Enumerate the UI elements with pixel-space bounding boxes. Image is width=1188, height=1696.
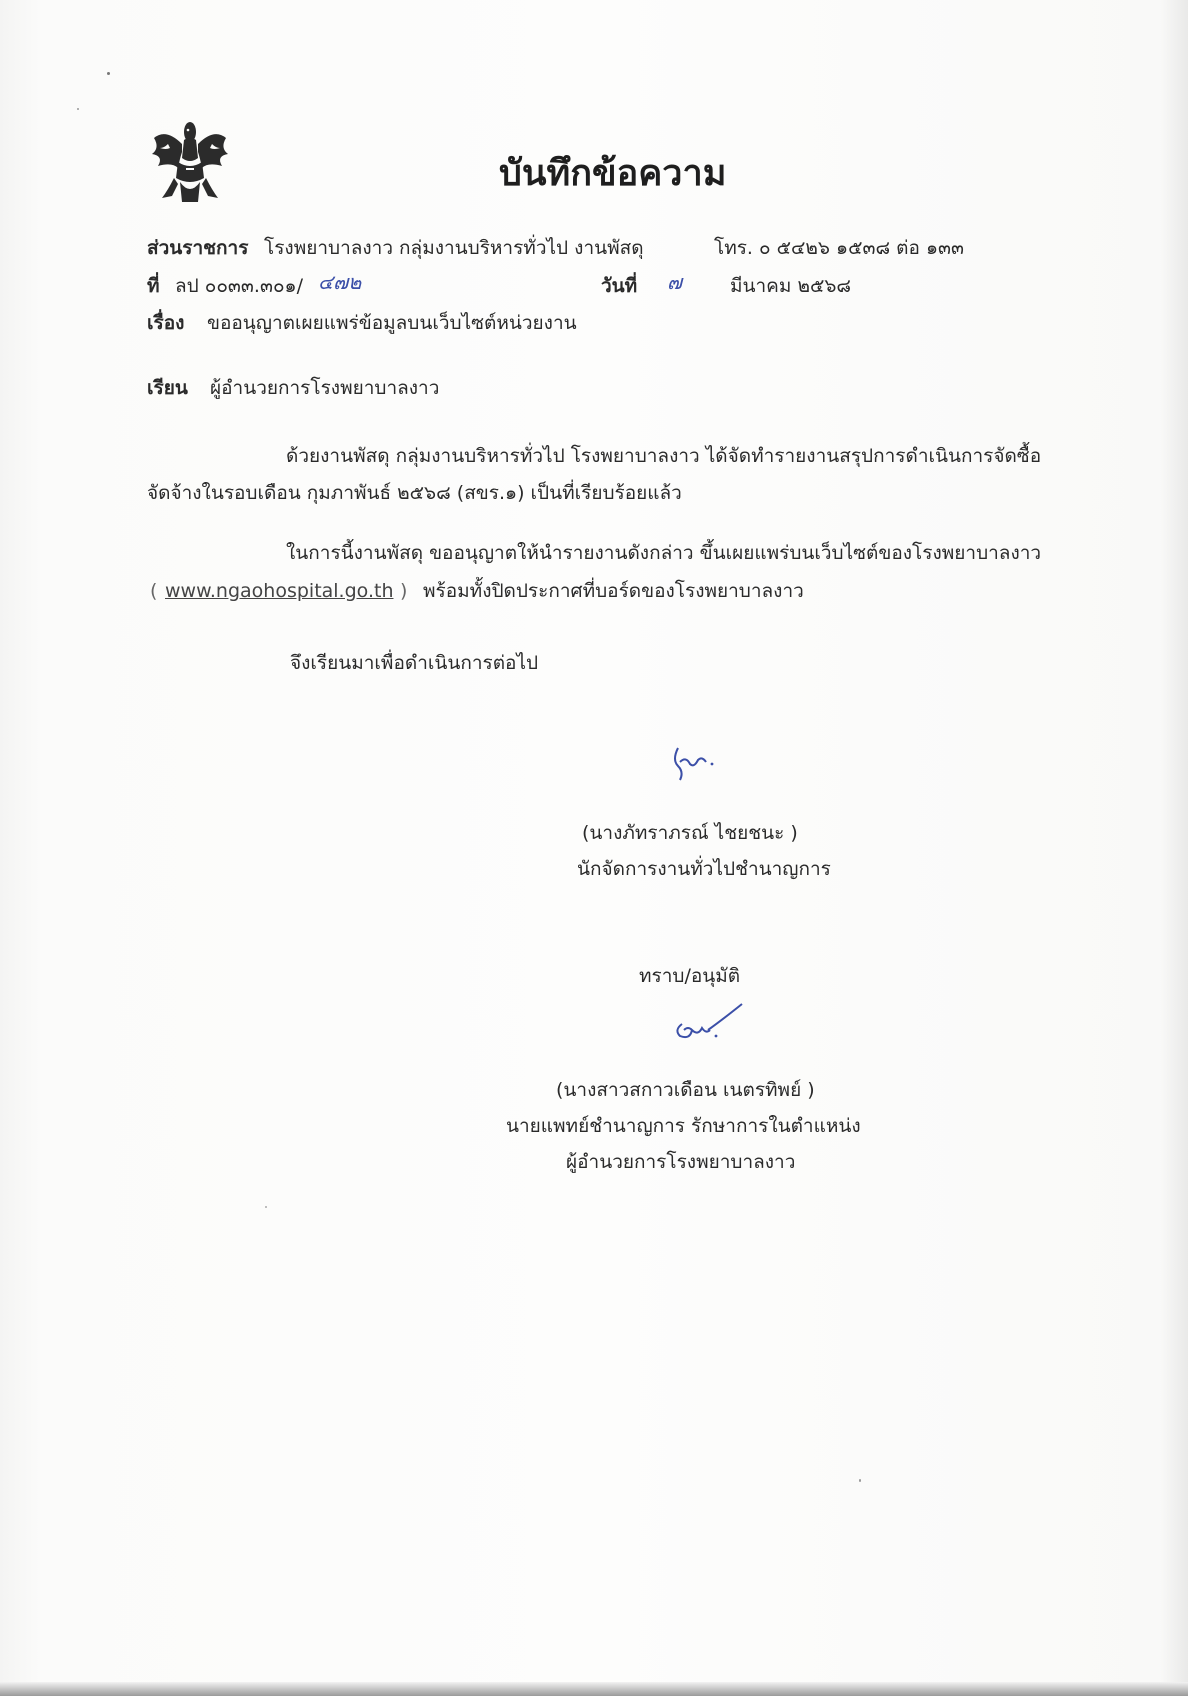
ref-number-handwritten: ๔๗๒ [318, 270, 362, 294]
signature-2 [670, 1000, 746, 1044]
scan-edge [0, 1682, 1188, 1696]
website-link[interactable]: www.ngaohospital.go.th [165, 580, 394, 602]
signer2-name: (นางสาวสกาวเดือน เนตรทิพย์ ) [556, 1079, 815, 1101]
scan-speck [77, 108, 79, 110]
signer2-position1: นายแพทย์ชำนาญการ รักษาการในตำแหน่ง [506, 1115, 861, 1137]
scan-speck [859, 1479, 861, 1482]
signature-1 [668, 742, 718, 784]
ref-value: ลป ๐๐๓๓.๓๐๑/ [175, 275, 303, 297]
body-p1-line1: ด้วยงานพัสดุ กลุ่มงานบริหารทั่วไป โรงพยาบาลงาว ได้จัดทำรายงานสรุปการดำเนินการจัดซื้อ [286, 445, 1042, 467]
signer2-position2: ผู้อำนวยการโรงพยาบาลงาว [566, 1151, 796, 1173]
date-label: วันที่ [601, 275, 638, 297]
agency-phone: โทร. ๐ ๕๔๒๖ ๑๕๓๘ ต่อ ๑๓๓ [714, 237, 964, 259]
signer1-name: (นางภัทราภรณ์ ไชยชนะ ) [582, 822, 798, 844]
date-rest: มีนาคม ๒๕๖๘ [730, 275, 852, 297]
body-p2-open: ( [150, 580, 158, 602]
body-p2-rest: พร้อมทั้งปิดประกาศที่บอร์ดของโรงพยาบาลงาว [423, 580, 804, 602]
scan-speck [107, 72, 110, 75]
body-p2-close: ) [400, 580, 408, 602]
ref-label: ที่ [147, 275, 160, 297]
closing-line: จึงเรียนมาเพื่อดำเนินการต่อไป [290, 652, 539, 674]
garuda-emblem-icon [148, 118, 232, 206]
subject-label: เรื่อง [147, 312, 185, 334]
signer1-position: นักจัดการงานทั่วไปชำนาญการ [577, 858, 831, 880]
agency-label: ส่วนราชการ [147, 237, 249, 259]
scan-speck [265, 1206, 267, 1208]
body-p1-line2: จัดจ้างในรอบเดือน กุมภาพันธ์ ๒๕๖๘ (สขร.๑) เป็นที่เรียบร้อยแล้ว [147, 482, 682, 504]
agency-value: โรงพยาบาลงาว กลุ่มงานบริหารทั่วไป งานพัสดุ [264, 237, 644, 259]
to-label: เรียน [147, 377, 188, 399]
date-day-handwritten: ๗ [667, 270, 683, 294]
to-value: ผู้อำนวยการโรงพยาบาลงาว [210, 377, 440, 399]
page-title: บันทึกข้อความ [499, 153, 727, 194]
subject-value: ขออนุญาตเผยแพร่ข้อมูลบนเว็บไซต์หน่วยงาน [207, 312, 577, 334]
approval-label: ทราบ/อนุมัติ [639, 965, 741, 987]
body-p2-line1: ในการนี้งานพัสดุ ขออนุญาตให้นำรายงานดังกล่าว ขึ้นเผยแพร่บนเว็บไซต์ของโรงพยาบาลงาว [286, 542, 1042, 564]
